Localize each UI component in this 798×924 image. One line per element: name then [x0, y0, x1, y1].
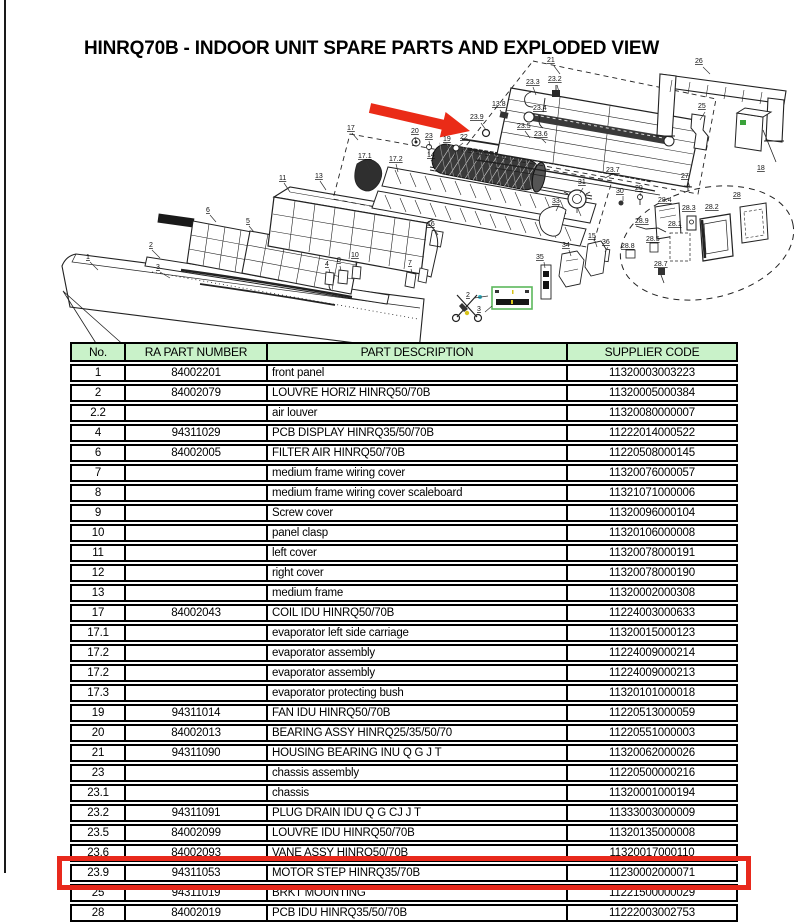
- part-label: 8: [337, 257, 341, 264]
- table-cell: left cover: [267, 544, 567, 562]
- table-cell: [125, 684, 267, 702]
- table-cell: 84002093: [125, 844, 267, 862]
- table-cell: 11320001000194: [567, 784, 738, 802]
- part-label: 28.9: [635, 218, 649, 225]
- table-cell: 94311053: [125, 864, 267, 882]
- table-cell: 11221500000029: [567, 884, 738, 902]
- table-row: [70, 544, 738, 562]
- exploded-view-diagram: [0, 0, 798, 338]
- table-cell: 11220551000003: [567, 724, 738, 742]
- part-label: 7: [408, 260, 412, 267]
- table-row: [70, 784, 738, 802]
- table-cell: BRKT MOUNTING: [267, 884, 567, 902]
- table-row: [70, 364, 738, 382]
- table-cell: BEARING ASSY HINRQ25/35/50/70: [267, 724, 567, 742]
- table-cell: 11224003000633: [567, 604, 738, 622]
- table-row: [70, 824, 738, 842]
- part-label: 23: [425, 133, 433, 140]
- table-cell: FAN IDU HINRQ50/70B: [267, 704, 567, 722]
- table-cell: [125, 524, 267, 542]
- table-cell: [125, 664, 267, 682]
- part-label: 14: [427, 152, 435, 159]
- part-label: 23.7: [606, 167, 620, 174]
- part-label: 33: [552, 198, 560, 205]
- table-cell: 11320015000123: [567, 624, 738, 642]
- table-cell: 11224009000213: [567, 664, 738, 682]
- table-cell: [125, 624, 267, 642]
- table-cell: 25: [70, 884, 125, 902]
- table-cell: 94311019: [125, 884, 267, 902]
- page-title: HINRQ70B - INDOOR UNIT SPARE PARTS AND EXPLODED VIEW: [84, 37, 660, 59]
- part-label: 35: [536, 254, 544, 261]
- table-cell: right cover: [267, 564, 567, 582]
- table-cell: 11320106000008: [567, 524, 738, 542]
- table-cell: 11333003000009: [567, 804, 738, 822]
- table-row: [70, 724, 738, 742]
- table-cell: VANE ASSY HINRQ50/70B: [267, 844, 567, 862]
- part-label: 28.7: [654, 261, 668, 268]
- table-cell: 23.2: [70, 804, 125, 822]
- part-label: 16: [427, 221, 435, 228]
- table-row: [70, 684, 738, 702]
- part-label: 15: [588, 233, 596, 240]
- table-cell: PCB IDU HINRQ35/50/70B: [267, 904, 567, 922]
- table-row: [70, 424, 738, 442]
- table-row: [70, 524, 738, 542]
- table-row: [70, 744, 738, 762]
- table-row: [70, 484, 738, 502]
- table-cell: [125, 404, 267, 422]
- parts-table-body: [70, 364, 738, 922]
- table-cell: 23.5: [70, 824, 125, 842]
- part-label: 23.4: [533, 105, 547, 112]
- part-label: 28: [733, 192, 741, 199]
- table-cell: 11320002000308: [567, 584, 738, 602]
- table-cell: 28: [70, 904, 125, 922]
- table-row: [70, 464, 738, 482]
- red-arrow: [369, 103, 470, 137]
- table-cell: 11230002000071: [567, 864, 738, 882]
- part-label: 6: [206, 207, 210, 214]
- table-cell: MOTOR STEP HINRQ35/70B: [267, 864, 567, 882]
- table-row: [70, 584, 738, 602]
- table-cell: 9: [70, 504, 125, 522]
- part-label: 31: [578, 179, 586, 186]
- parts-table: [70, 340, 738, 924]
- part-label: 1: [86, 254, 90, 261]
- table-cell: 2.2: [70, 404, 125, 422]
- table-cell: panel clasp: [267, 524, 567, 542]
- table-cell: HOUSING BEARING INU Q G J T: [267, 744, 567, 762]
- remote-display-box: [492, 287, 532, 309]
- part-label: 30: [616, 188, 624, 195]
- table-cell: 20: [70, 724, 125, 742]
- table-row: [70, 804, 738, 822]
- table-cell: medium frame wiring cover scaleboard: [267, 484, 567, 502]
- table-row: [70, 844, 738, 862]
- table-cell: 10: [70, 524, 125, 542]
- table-cell: [125, 784, 267, 802]
- part-label: 28.5: [646, 236, 660, 243]
- display-pcb-part: [157, 214, 194, 228]
- table-row: [70, 764, 738, 782]
- part-label: 25: [698, 103, 706, 110]
- part-label: 23.3: [526, 79, 540, 86]
- table-cell: PLUG DRAIN IDU Q G CJ J T: [267, 804, 567, 822]
- table-cell: air louver: [267, 404, 567, 422]
- part-label: 26: [695, 58, 703, 65]
- part-label: 36: [602, 239, 610, 246]
- table-row: [70, 564, 738, 582]
- table-cell: [125, 644, 267, 662]
- table-cell: 11220513000059: [567, 704, 738, 722]
- part-label: 13.8: [492, 101, 506, 108]
- table-row: [70, 904, 738, 922]
- table-cell: 11222014000522: [567, 424, 738, 442]
- part-label: 28.2: [705, 204, 719, 211]
- table-row: [70, 504, 738, 522]
- table-cell: 23.9: [70, 864, 125, 882]
- table-cell: evaporator assembly: [267, 664, 567, 682]
- table-cell: 19: [70, 704, 125, 722]
- table-cell: 11320080000007: [567, 404, 738, 422]
- table-row: [70, 604, 738, 622]
- part-label: 10: [351, 252, 359, 259]
- part-label: 28.4: [658, 197, 672, 204]
- table-row: [70, 644, 738, 662]
- table-cell: 84002013: [125, 724, 267, 742]
- table-cell: 11320096000104: [567, 504, 738, 522]
- table-row: [70, 664, 738, 682]
- table-cell: 23.1: [70, 784, 125, 802]
- table-cell: [125, 484, 267, 502]
- table-cell: 11320017000110: [567, 844, 738, 862]
- table-cell: Screw cover: [267, 504, 567, 522]
- table-row: [70, 404, 738, 422]
- table-cell: 11222003002753: [567, 904, 738, 922]
- part-label: 23.2: [548, 76, 562, 83]
- table-cell: 84002079: [125, 384, 267, 402]
- part-label: 20: [411, 128, 419, 135]
- table-cell: 1: [70, 364, 125, 382]
- table-cell: 8: [70, 484, 125, 502]
- part-label: 23.6: [534, 131, 548, 138]
- table-cell: evaporator left side carriage: [267, 624, 567, 642]
- table-cell: medium frame wiring cover: [267, 464, 567, 482]
- table-cell: 17.2: [70, 644, 125, 662]
- table-cell: 17.2: [70, 664, 125, 682]
- column-header-ra-part-number: RA PART NUMBER: [125, 342, 267, 362]
- table-cell: 23.6: [70, 844, 125, 862]
- part-label: 18: [757, 165, 765, 172]
- part-label: 2: [149, 242, 153, 249]
- table-cell: [125, 464, 267, 482]
- table-cell: 11320076000057: [567, 464, 738, 482]
- column-header-no: No.: [70, 342, 125, 362]
- table-cell: front panel: [267, 364, 567, 382]
- part-label: 17.2: [389, 156, 403, 163]
- table-cell: 6: [70, 444, 125, 462]
- table-cell: 2: [70, 384, 125, 402]
- table-cell: [125, 584, 267, 602]
- column-header-supplier-code: SUPPLIER CODE: [567, 342, 738, 362]
- table-cell: 94311029: [125, 424, 267, 442]
- table-cell: LOUVRE HORIZ HINRQ50/70B: [267, 384, 567, 402]
- part-label: 27: [681, 173, 689, 180]
- table-cell: 94311091: [125, 804, 267, 822]
- table-cell: 7: [70, 464, 125, 482]
- part-label: 2: [466, 292, 470, 299]
- table-cell: [125, 564, 267, 582]
- part-label: 17.1: [358, 153, 372, 160]
- table-cell: 11320135000008: [567, 824, 738, 842]
- table-cell: evaporator protecting bush: [267, 684, 567, 702]
- table-cell: 11220508000145: [567, 444, 738, 462]
- table-cell: PCB DISPLAY HINRQ35/50/70B: [267, 424, 567, 442]
- part-label: 21: [547, 57, 555, 64]
- table-row: [70, 704, 738, 722]
- table-cell: 17: [70, 604, 125, 622]
- table-cell: 84002043: [125, 604, 267, 622]
- table-row: [70, 444, 738, 462]
- table-cell: 11220500000216: [567, 764, 738, 782]
- table-row: [70, 384, 738, 402]
- part-label: 23.5: [517, 123, 531, 130]
- table-cell: chassis: [267, 784, 567, 802]
- table-cell: [125, 764, 267, 782]
- table-cell: LOUVRE IDU HINRQ50/70B: [267, 824, 567, 842]
- table-cell: 84002019: [125, 904, 267, 922]
- table-cell: 11320005000384: [567, 384, 738, 402]
- parts-table-container: [70, 340, 738, 924]
- table-cell: FILTER AIR HINRQ50/70B: [267, 444, 567, 462]
- table-cell: 11320003003223: [567, 364, 738, 382]
- table-cell: 13: [70, 584, 125, 602]
- table-cell: 11321071000006: [567, 484, 738, 502]
- part-label: 28.3: [682, 205, 696, 212]
- table-cell: 11320078000191: [567, 544, 738, 562]
- table-cell: evaporator assembly: [267, 644, 567, 662]
- table-cell: 4: [70, 424, 125, 442]
- table-cell: medium frame: [267, 584, 567, 602]
- table-cell: 21: [70, 744, 125, 762]
- table-cell: 11320062000026: [567, 744, 738, 762]
- part-label: 17: [347, 125, 355, 132]
- table-cell: 11224009000214: [567, 644, 738, 662]
- table-cell: 17.3: [70, 684, 125, 702]
- table-cell: chassis assembly: [267, 764, 567, 782]
- table-cell: 11: [70, 544, 125, 562]
- step-motor-part: [483, 130, 490, 137]
- part-label: 13: [315, 173, 323, 180]
- part-label: 3: [477, 306, 481, 313]
- column-header-part-description: PART DESCRIPTION: [267, 342, 567, 362]
- part-label: 34: [562, 242, 570, 249]
- table-row: [70, 864, 738, 882]
- table-cell: 23: [70, 764, 125, 782]
- table-cell: [125, 544, 267, 562]
- table-row: [70, 884, 738, 902]
- table-cell: 11320101000018: [567, 684, 738, 702]
- table-cell: 17.1: [70, 624, 125, 642]
- part-label: 22: [460, 134, 468, 141]
- part-label: 5: [246, 218, 250, 225]
- part-label: 4: [325, 261, 329, 268]
- table-cell: 12: [70, 564, 125, 582]
- table-cell: [125, 504, 267, 522]
- table-cell: 94311014: [125, 704, 267, 722]
- part-label: 19: [443, 136, 451, 143]
- table-cell: 84002201: [125, 364, 267, 382]
- table-cell: 84002005: [125, 444, 267, 462]
- table-cell: 94311090: [125, 744, 267, 762]
- part-label: 3: [156, 264, 160, 271]
- table-cell: COIL IDU HINRQ50/70B: [267, 604, 567, 622]
- part-label: 23.9: [470, 114, 484, 121]
- table-cell: 11320078000190: [567, 564, 738, 582]
- table-cell: 84002099: [125, 824, 267, 842]
- part-label: 11: [279, 175, 287, 182]
- part-label: 28.1: [668, 221, 682, 228]
- table-header-row: [70, 342, 738, 362]
- part-label: 28.8: [621, 243, 635, 250]
- part-label: 29: [635, 185, 643, 192]
- table-row: [70, 624, 738, 642]
